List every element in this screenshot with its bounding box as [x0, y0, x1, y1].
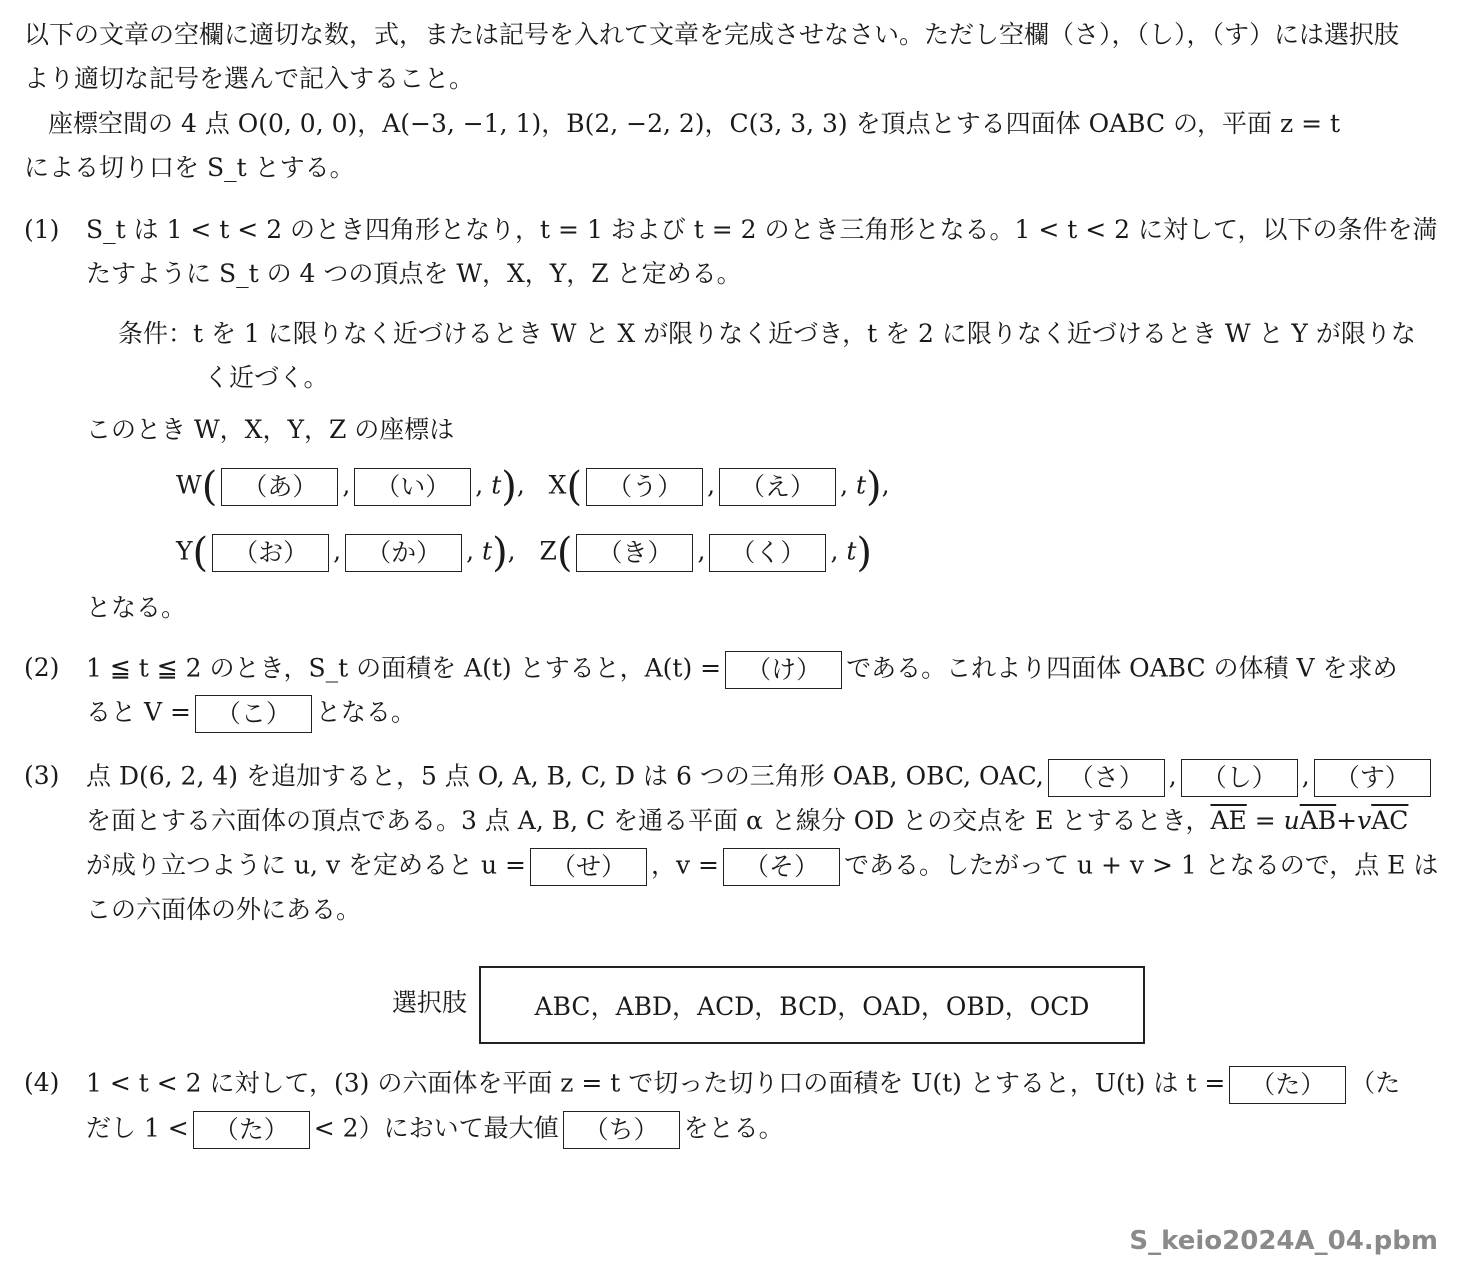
vector-AB: $\overline{AB}$: [1299, 806, 1337, 835]
label-W: W: [176, 470, 202, 500]
q3-text-5: である。したがって u + v > 1 となるので，点 E は: [844, 850, 1439, 880]
q1-line-4: となる。: [86, 593, 187, 622]
blank-chi[interactable]: （ち）: [563, 1111, 680, 1149]
q3-line-4: この六面体の外にある。: [86, 895, 362, 924]
blank-a[interactable]: （あ）: [221, 468, 338, 506]
intro-line-2: より適切な記号を選んで記入すること。: [24, 64, 475, 93]
blank-ke[interactable]: （け）: [725, 651, 842, 689]
blank-ki[interactable]: （き）: [576, 534, 693, 572]
file-name-footer: S_keio2024A_04.pbm: [1129, 1226, 1438, 1256]
q2-text-4: となる。: [315, 697, 416, 727]
q4-line-2: [86, 1111, 784, 1149]
choices-text: ABC，ABD，ACD，BCD，OAD，OBD，OCD: [534, 992, 1090, 1021]
blank-u[interactable]: （う）: [586, 468, 703, 506]
var-t: t: [491, 470, 502, 500]
q2-text-3: ると V =: [86, 697, 191, 727]
q3-number: (3): [24, 761, 60, 790]
intro-line-3: 座標空間の 4 点 O(0, 0, 0)，A(−3, −1, 1)，B(2, −2, 2)，C(3, 3, 3) を頂点とする四面体 OABC の，平面 z = t: [48, 109, 1341, 138]
blank-ka[interactable]: （か）: [345, 534, 462, 572]
choices-label: 選択肢: [392, 988, 468, 1017]
q3-line-1: 点 D(6, 2, 4) を追加すると，5 点 O, A, B, C, D は 6 つの三角形 OAB, OBC, OAC, （さ） , （し） , （す）: [86, 759, 1435, 797]
blank-ko[interactable]: （こ）: [195, 695, 312, 733]
q4-text-2: （た: [1350, 1068, 1401, 1098]
q3-text-1: 点 D(6, 2, 4) を追加すると，5 点 O, A, B, C, D は 6 つの三角形 OAB, OBC, OAC,: [86, 761, 1044, 791]
q1-condition-line-1: 条件：t を 1 に限りなく近づけるとき W と X が限りなく近づき，t を 2 に限りなく近づけるとき W と Y が限りな: [118, 319, 1416, 348]
choices-box: [479, 966, 1145, 1044]
blank-se[interactable]: （せ）: [530, 848, 647, 886]
blank-su[interactable]: （す）: [1314, 759, 1431, 797]
q1-line-3: このとき W，X，Y，Z の座標は: [86, 415, 455, 444]
q2-text-2: である。これより四面体 OABC の体積 V を求め: [846, 653, 1398, 683]
blank-sa[interactable]: （さ）: [1048, 759, 1165, 797]
q1-line-1: S_t は 1 < t < 2 のとき四角形となり，t = 1 および t = 2 のとき三角形となる。1 < t < 2 に対して，以下の条件を満: [86, 215, 1438, 244]
q1-line-2: たすように S_t の 4 つの頂点を W，X，Y，Z と定める。: [86, 259, 742, 288]
blank-i[interactable]: （い）: [354, 468, 471, 506]
q4-text-1: 1 < t < 2 に対して，(3) の六面体を平面 z = t で切った切り口の面積を U(t) とすると，U(t) は t =: [86, 1068, 1226, 1098]
blank-ta-2[interactable]: （た）: [193, 1111, 310, 1149]
vector-AC: $\overline{AC}$: [1371, 806, 1409, 835]
point-W-row: W( （あ） , （い） , t), X( （う） , （え） , t),: [176, 464, 890, 510]
blank-so[interactable]: （そ）: [723, 848, 840, 886]
q4-text-3: だし 1 <: [86, 1113, 189, 1143]
blank-shi[interactable]: （し）: [1181, 759, 1298, 797]
q3-text-2: を面とする六面体の頂点である。3 点 A, B, C を通る平面 α と線分 OD との交点を E とするとき，: [86, 806, 1211, 835]
q4-text-5: をとる。: [683, 1113, 784, 1143]
q3-text-3: が成り立つように u, v を定めると u =: [86, 850, 526, 880]
var-t: t: [855, 470, 867, 500]
var-t: t: [846, 536, 857, 566]
intro-line-1: 以下の文章の空欄に適切な数，式，または記号を入れて文章を完成させなさい。ただし空欄（さ），（し），（す）には選択肢: [24, 20, 1400, 49]
intro-line-4: による切り口を S_t とする。: [24, 153, 355, 182]
q2-text-1: 1 ≦ t ≦ 2 のとき，S_t の面積を A(t) とすると，A(t) =: [86, 653, 722, 683]
label-Z: Z: [539, 536, 557, 566]
label-Y: Y: [176, 536, 193, 566]
blank-o[interactable]: （お）: [212, 534, 329, 572]
vector-AE: $\overline{AE}$: [1210, 806, 1247, 835]
vector-eq: = u: [1246, 806, 1300, 835]
q4-line-1: [86, 1066, 1400, 1104]
var-t: t: [482, 536, 493, 566]
q4-text-4: < 2）において最大値: [313, 1113, 559, 1143]
label-X: X: [548, 470, 567, 500]
vector-plus: +v: [1336, 806, 1372, 835]
blank-ku[interactable]: （く）: [709, 534, 826, 572]
q2-line-1: [86, 651, 1398, 689]
point-Y-row: Y( （お） , （か） , t), Z( （き） , （く） , t): [176, 530, 872, 576]
q1-condition-line-2: く近づく。: [204, 363, 329, 392]
q2-number: (2): [24, 653, 60, 682]
blank-ta[interactable]: （た）: [1229, 1066, 1346, 1104]
q3-line-2: [86, 804, 1408, 838]
q4-number: (4): [24, 1068, 60, 1097]
q2-line-2: [86, 695, 416, 733]
q3-text-4: ，v =: [650, 850, 720, 880]
q1-number: (1): [24, 215, 60, 244]
q3-line-3: [86, 848, 1438, 886]
blank-e[interactable]: （え）: [719, 468, 836, 506]
